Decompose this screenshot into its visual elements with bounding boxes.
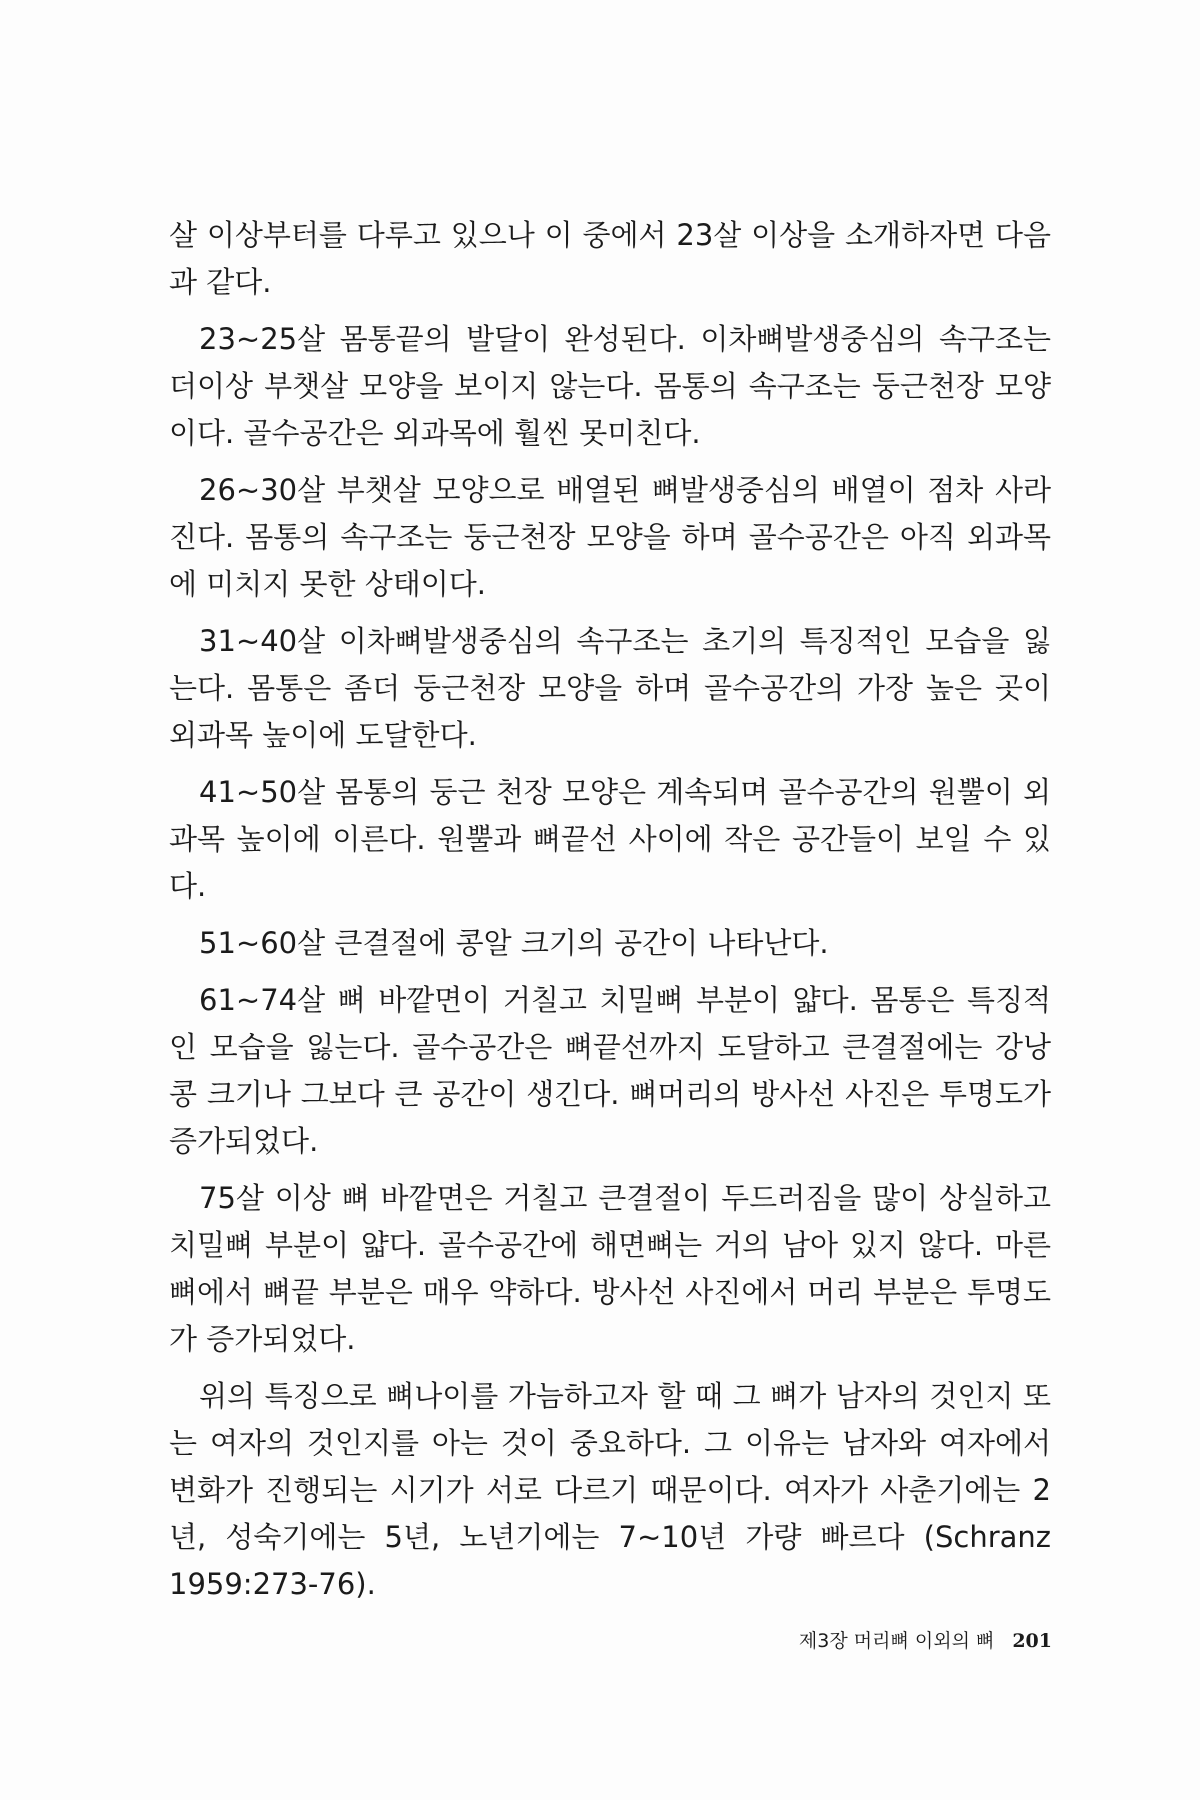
paragraph-age-26-30: 26~30살 부챗살 모양으로 배열된 뼈발생중심의 배열이 점차 사라진다. 몸통의 속구조는 둥근천장 모양을 하며 골수공간은 아직 외과목에 미치지 못한 상태이다.	[169, 473, 1051, 601]
body-text	[169, 212, 1051, 1618]
paragraph-age-23-25: 23~25살 몸통끝의 발달이 완성된다. 이차뼈발생중심의 속구조는 더이상 부챗살 모양을 보이지 않는다. 몸통의 속구조는 둥근천장 모양이다. 골수공간은 외과목에 훨씬 못미친다.	[169, 322, 1051, 450]
page-number: 201	[1012, 1630, 1052, 1652]
paragraph-age-61-74: 61~74살 뼈 바깥면이 거칠고 치밀뼈 부분이 얇다. 몸통은 특징적인 모습을 잃는다. 골수공간은 뼈끝선까지 도달하고 큰결절에는 강낭콩 크기나 그보다 큰 공간이 생긴다. 뼈머리의 방사선 사진은 투명도가 증가되었다.	[169, 983, 1051, 1158]
paragraph-age-31-40: 31~40살 이차뼈발생중심의 속구조는 초기의 특징적인 모습을 잃는다. 몸통은 좀더 둥근천장 모양을 하며 골수공간의 가장 높은 곳이 외과목 높이에 도달한다.	[169, 624, 1051, 752]
chapter-title: 제3장 머리뼈 이외의 뼈	[798, 1630, 995, 1652]
paragraph-age-41-50: 41~50살 몸통의 둥근 천장 모양은 계속되며 골수공간의 원뿔이 외과목 높이에 이른다. 원뿔과 뼈끝선 사이에 작은 공간들이 보일 수 있다.	[169, 775, 1051, 903]
paragraph-sex-difference: 위의 특징으로 뼈나이를 가늠하고자 할 때 그 뼈가 남자의 것인지 또는 여자의 것인지를 아는 것이 중요하다. 그 이유는 남자와 여자에서 변화가 진행되는 시기가 서로 다르기 때문이다. 여자가 사춘기에는 2년, 성숙기에는 5년, 노년기에는 7~10년 가량 빠르다 (Schranz 1959:273-76).	[169, 1379, 1051, 1601]
paragraph-continuation: 살 이상부터를 다루고 있으나 이 중에서 23살 이상을 소개하자면 다음과 같다.	[169, 218, 1051, 299]
running-footer	[720, 1628, 1052, 1654]
paragraph-age-51-60: 51~60살 큰결절에 콩알 크기의 공간이 나타난다.	[199, 926, 829, 960]
paragraph-age-75-plus: 75살 이상 뼈 바깥면은 거칠고 큰결절이 두드러짐을 많이 상실하고 치밀뼈 부분이 얇다. 골수공간에 해면뼈는 거의 남아 있지 않다. 마른뼈에서 뼈끝 부분은 매우 약하다. 방사선 사진에서 머리 부분은 투명도가 증가되었다.	[169, 1181, 1051, 1356]
